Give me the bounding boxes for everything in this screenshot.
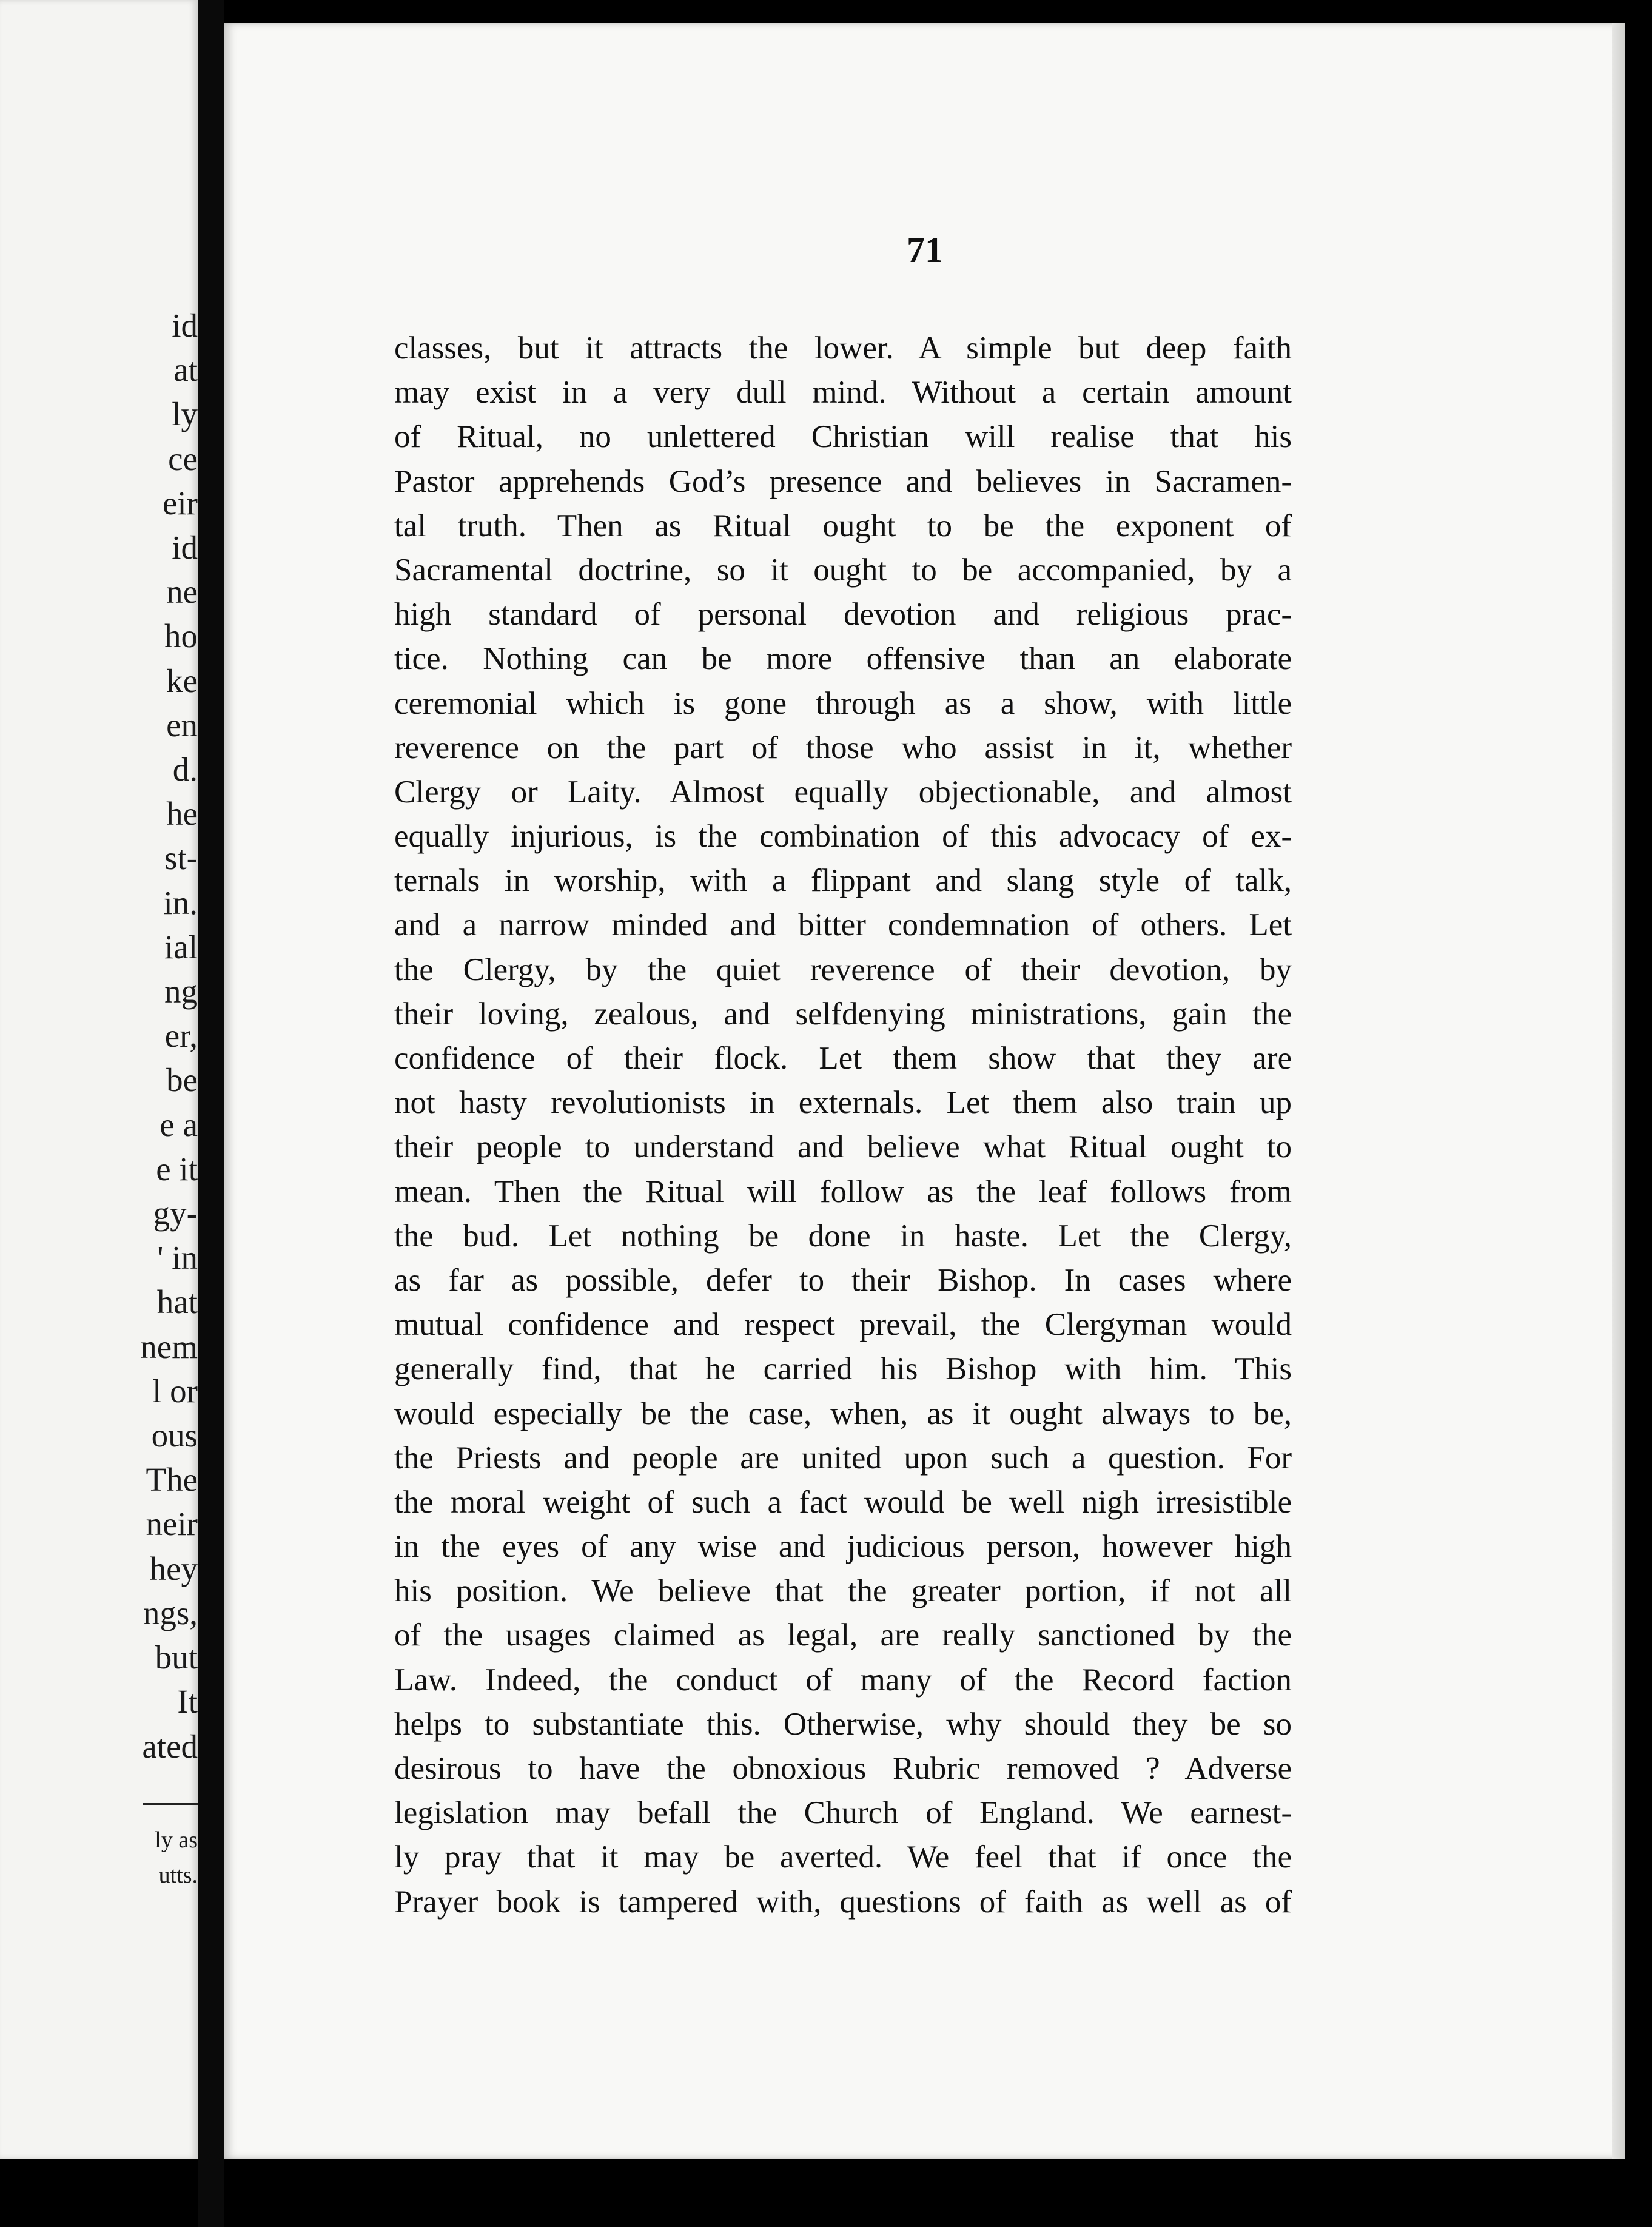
- left-text-fragment: ng: [164, 973, 198, 1010]
- left-page-text-fragments: [125, 303, 198, 1768]
- left-text-fragment: in.: [163, 884, 198, 921]
- footnote-rule: [143, 1803, 198, 1805]
- text-line: generally find, that he carried his Bishop with him. This: [394, 1351, 1292, 1387]
- left-text-fragment: eir: [162, 484, 198, 522]
- text-line: the Clergy, by the quiet reverence of their devotion, by: [394, 952, 1292, 987]
- left-text-fragment: e a: [159, 1106, 198, 1143]
- left-text-fragment: er,: [164, 1017, 198, 1055]
- left-text-fragment: The: [146, 1461, 198, 1499]
- left-text-fragment: st-: [164, 839, 198, 877]
- text-line: their loving, zealous, and selfdenying ministrations, gain the: [394, 996, 1292, 1032]
- text-line: Prayer book is tampered with, questions of faith as well as of: [394, 1884, 1292, 1920]
- text-line: the moral weight of such a fact would be well nigh irresistible: [394, 1484, 1292, 1520]
- left-text-fragment: he: [166, 795, 198, 833]
- left-text-fragment: hey: [149, 1550, 198, 1587]
- left-text-fragment: but: [155, 1639, 198, 1676]
- left-text-fragment: hat: [156, 1283, 198, 1321]
- left-text-fragment: ous: [151, 1417, 198, 1454]
- left-text-fragment: e it: [156, 1150, 198, 1187]
- left-text-fragment: ho: [164, 617, 198, 655]
- text-line: the bud. Let nothing be done in haste. Let the Clergy,: [394, 1218, 1292, 1254]
- left-text-fragment: neir: [146, 1505, 198, 1543]
- text-line: Law. Indeed, the conduct of many of the Record faction: [394, 1662, 1292, 1698]
- left-facing-page: [0, 0, 198, 2159]
- left-text-fragment: ce: [168, 440, 198, 477]
- text-line: would especially be the case, when, as it ought always to be,: [394, 1396, 1292, 1431]
- page-edge: [1612, 23, 1625, 2159]
- left-text-fragment: ke: [166, 662, 198, 699]
- page-number: 71: [907, 230, 943, 270]
- text-line: ceremonial which is gone through as a show, with little: [394, 685, 1292, 721]
- text-line: ternals in worship, with a flippant and slang style of talk,: [394, 863, 1292, 899]
- left-footnote-fragment: ly as: [155, 1827, 198, 1853]
- left-text-fragment: ial: [164, 928, 198, 966]
- text-line: mutual confidence and respect prevail, the Clergyman would: [394, 1307, 1292, 1343]
- text-line: not hasty revolutionists in externals. Let them also train up: [394, 1085, 1292, 1121]
- text-line: as far as possible, defer to their Bishop. In cases where: [394, 1262, 1292, 1298]
- left-text-fragment: l or: [152, 1372, 198, 1409]
- left-text-fragment: ne: [166, 573, 198, 611]
- left-text-fragment: be: [166, 1061, 198, 1099]
- text-line: desirous to have the obnoxious Rubric removed ? Adverse: [394, 1751, 1292, 1786]
- book-gutter: [198, 0, 224, 2227]
- text-line: equally injurious, is the combination of this advocacy of ex-: [394, 819, 1292, 855]
- text-line: and a narrow minded and bitter condemnation of others. Let: [394, 907, 1292, 943]
- left-text-fragment: en: [166, 706, 198, 744]
- text-line: tal truth. Then as Ritual ought to be the exponent of: [394, 508, 1292, 543]
- text-line: Sacramental doctrine, so it ought to be accompanied, by a: [394, 552, 1292, 588]
- left-text-fragment: It: [177, 1683, 198, 1721]
- left-text-fragment: ' in: [157, 1239, 198, 1277]
- body-text: [394, 326, 1292, 1924]
- left-text-fragment: ngs,: [143, 1594, 198, 1631]
- left-footnote-fragment: utts.: [158, 1863, 198, 1888]
- left-text-fragment: d.: [172, 751, 198, 788]
- text-line: may exist in a very dull mind. Without a certain amount: [394, 375, 1292, 411]
- book-page: [224, 23, 1625, 2159]
- text-line: reverence on the part of those who assist in it, whether: [394, 730, 1292, 765]
- text-line: their people to understand and believe what Ritual ought to: [394, 1129, 1292, 1165]
- left-text-fragment: id: [172, 529, 198, 566]
- text-line: classes, but it attracts the lower. A simple but deep faith: [394, 331, 1292, 366]
- left-text-fragment: nem: [140, 1328, 198, 1365]
- text-line: the Priests and people are united upon such a question. For: [394, 1440, 1292, 1476]
- text-line: tice. Nothing can be more offensive than an elaborate: [394, 641, 1292, 677]
- text-line: ly pray that it may be averted. We feel that if once the: [394, 1839, 1292, 1875]
- text-line: helps to substantiate this. Otherwise, why should they be so: [394, 1706, 1292, 1742]
- left-text-fragment: ly: [172, 395, 198, 433]
- text-line: of the usages claimed as legal, are really sanctioned by the: [394, 1617, 1292, 1653]
- text-line: Clergy or Laity. Almost equally objectionable, and almost: [394, 774, 1292, 810]
- left-text-fragment: gy-: [153, 1195, 198, 1232]
- text-line: in the eyes of any wise and judicious person, however high: [394, 1529, 1292, 1565]
- left-text-fragment: id: [172, 307, 198, 344]
- text-line: confidence of their flock. Let them show that they are: [394, 1041, 1292, 1076]
- text-line: of Ritual, no unlettered Christian will realise that his: [394, 419, 1292, 455]
- text-line: high standard of personal devotion and religious prac-: [394, 597, 1292, 633]
- text-line: mean. Then the Ritual will follow as the leaf follows from: [394, 1174, 1292, 1209]
- text-line: his position. We believe that the greater portion, if not all: [394, 1573, 1292, 1609]
- text-line: legislation may befall the Church of England. We earnest-: [394, 1795, 1292, 1831]
- text-line: Pastor apprehends God’s presence and believes in Sacramen-: [394, 463, 1292, 499]
- left-text-fragment: ated: [142, 1727, 198, 1765]
- left-page-footnote-fragments: [125, 1822, 198, 1893]
- left-text-fragment: at: [173, 351, 198, 389]
